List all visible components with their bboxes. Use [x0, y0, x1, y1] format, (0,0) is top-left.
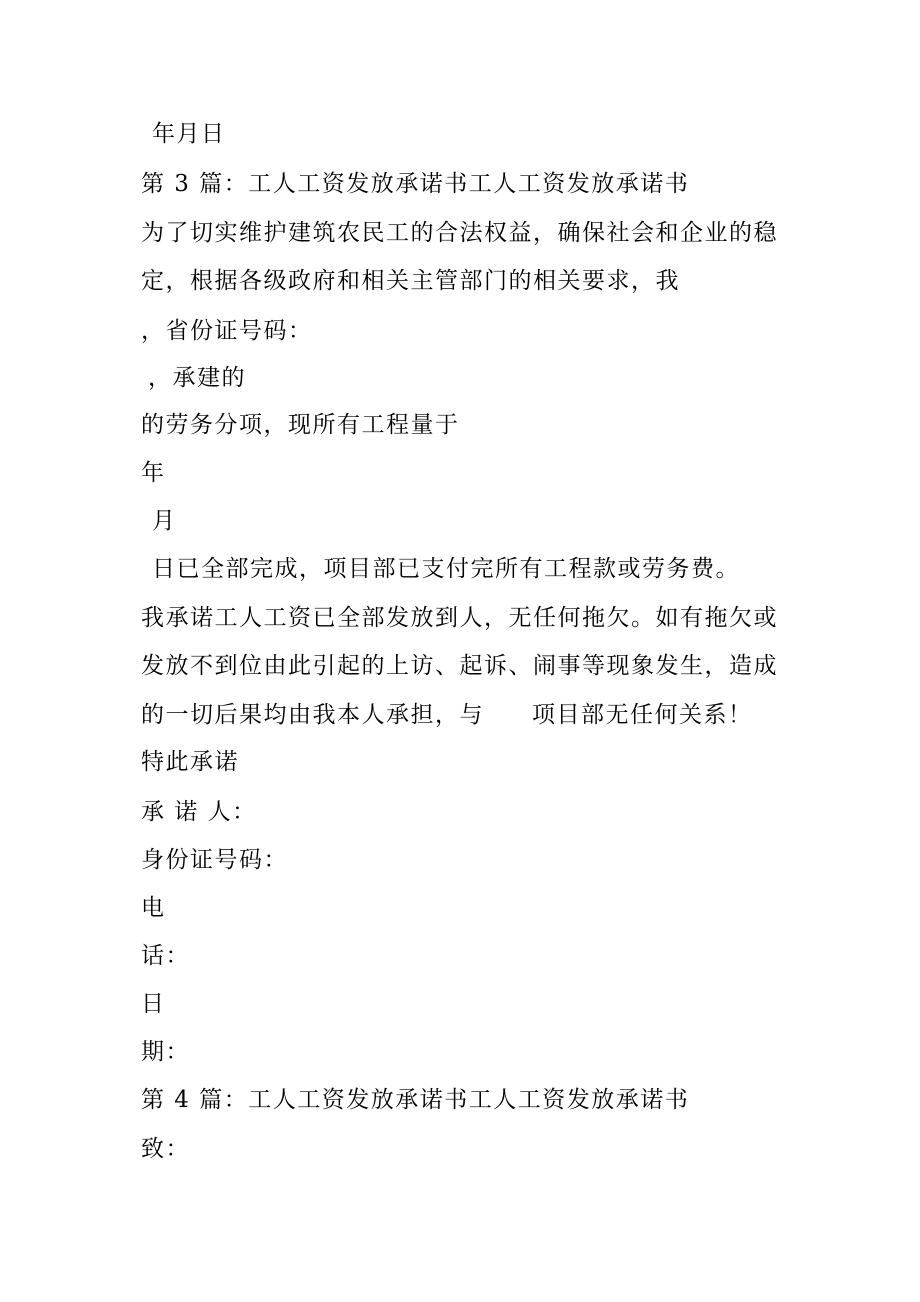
month-line: 月: [152, 508, 177, 534]
special-commitment: 特此承诺: [141, 749, 239, 775]
date-label-part-1: 日: [141, 991, 166, 1017]
year-line: 年: [141, 460, 166, 486]
paragraph-2-line-1: 我承诺工人工资已全部发放到人，无任何拖欠。如有拖欠或: [141, 605, 778, 631]
paragraph-1-line-1: 为了切实维护建筑农民工的合法权益，确保社会和企业的稳: [141, 220, 778, 246]
section-4-heading: 第 4 篇：工人工资发放承诺书工人工资发放承诺书: [141, 1087, 690, 1113]
salutation-line: 致：: [141, 1136, 190, 1162]
section-3-heading: 第 3 篇：工人工资发放承诺书工人工资发放承诺书: [141, 171, 690, 197]
paragraph-2-line-3-end: 项目部无任何关系！: [532, 702, 753, 728]
contracted-line: ，承建的: [148, 365, 246, 391]
id-number-label: 身份证号码：: [141, 847, 288, 873]
paragraph-1-line-2: 定，根据各级政府和相关主管部门的相关要求，我: [141, 268, 680, 294]
date-line: 年月日: [152, 121, 226, 147]
paragraph-2-line-3-start: 的一切后果均由我本人承担，与: [141, 702, 484, 728]
phone-label-part-1: 电: [141, 895, 166, 921]
id-number-line: ，省份证号码：: [141, 318, 313, 344]
paragraph-2-line-3: [141, 700, 753, 730]
labor-subitem-line: 的劳务分项，现所有工程量于: [141, 412, 460, 438]
completion-line: 日已全部完成，项目部已支付完所有工程款或劳务费。: [152, 556, 740, 582]
phone-label-part-2: 话：: [141, 943, 190, 969]
paragraph-2-line-2: 发放不到位由此引起的上访、起诉、闹事等现象发生，造成: [141, 653, 778, 679]
signer-label: 承 诺 人：: [141, 799, 257, 825]
date-label-part-2: 期：: [141, 1039, 190, 1065]
